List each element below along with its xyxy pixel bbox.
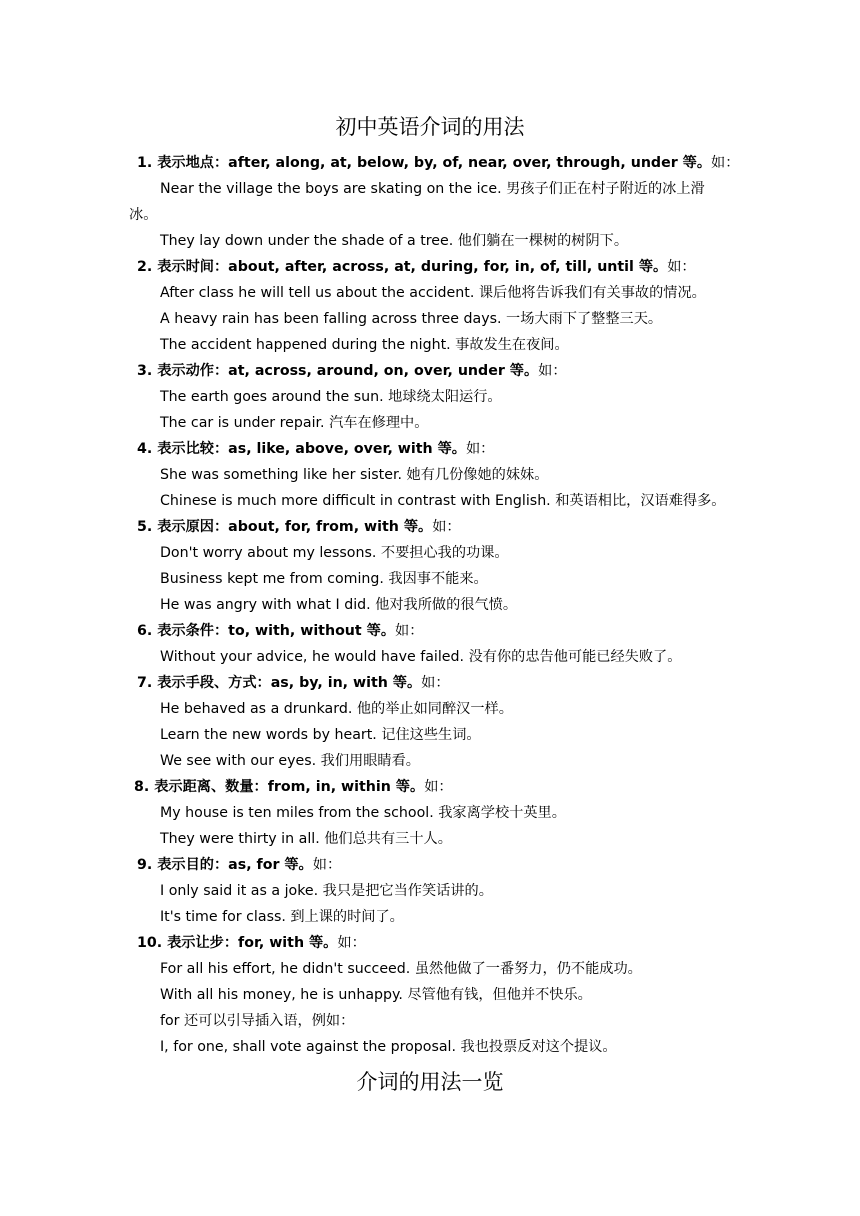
page-title: 初中英语介词的用法: [335, 115, 525, 139]
section-words: about, for, from, with 等。: [228, 519, 433, 535]
example-sentence: Without your advice, he would have failed. 没有你的忠告他可能已经失败了。: [160, 649, 682, 665]
section-label: 表示比较：: [157, 441, 229, 457]
section-heading: [137, 621, 423, 641]
section-suffix: 如：: [395, 623, 424, 639]
section-label: 表示距离、数量：: [154, 779, 268, 795]
section-number: 2.: [137, 259, 153, 275]
section-words: from, in, within 等。: [267, 779, 425, 795]
section-heading: [137, 933, 366, 953]
example-sentence: Business kept me from coming. 我因事不能来。: [160, 571, 488, 587]
section-label: 表示手段、方式：: [157, 675, 271, 691]
example-sentence: With all his money, he is unhappy. 尽管他有钱，但他并不快乐。: [160, 987, 592, 1003]
example-sentence: Learn the new words by heart. 记住这些生词。: [160, 727, 481, 743]
section-suffix: 如：: [711, 155, 740, 171]
example-sentence: He was angry with what I did. 他对我所做的很气愤。: [160, 597, 518, 613]
section-number: 10.: [137, 935, 163, 951]
section-words: as, for 等。: [228, 857, 313, 873]
example-sentence: Chinese is much more difficult in contrast with English. 和英语相比，汉语难得多。: [160, 493, 726, 509]
section-words: about, after, across, at, during, for, in, of, till, until 等。: [228, 259, 668, 275]
section-number: 5.: [137, 519, 153, 535]
section-suffix: 如：: [421, 675, 450, 691]
section-label: 表示动作：: [157, 363, 229, 379]
section-heading: [137, 361, 567, 381]
section-label: 表示原因：: [157, 519, 229, 535]
section-suffix: 如：: [538, 363, 567, 379]
section-label: 表示条件：: [157, 623, 229, 639]
example-sentence: They lay down under the shade of a tree. 他们躺在一棵树的树阴下。: [160, 233, 629, 249]
example-sentence: The accident happened during the night. 事故发生在夜间。: [160, 337, 569, 353]
section-number: 9.: [137, 857, 153, 873]
example-sentence: They were thirty in all. 他们总共有三十人。: [160, 831, 452, 847]
section-words: at, across, around, on, over, under 等。: [228, 363, 539, 379]
section-number: 1.: [137, 155, 153, 171]
example-sentence: For all his effort, he didn't succeed. 虽然他做了一番努力，仍不能成功。: [160, 961, 642, 977]
section-label: 表示时间：: [157, 259, 229, 275]
example-sentence: Don't worry about my lessons. 不要担心我的功课。: [160, 545, 509, 561]
section-heading: [137, 153, 739, 173]
section-number: 7.: [137, 675, 153, 691]
example-sentence: After class he will tell us about the accident. 课后他将告诉我们有关事故的情况。: [160, 285, 706, 301]
section-words: after, along, at, below, by, of, near, over, through, under 等。: [228, 155, 712, 171]
section-suffix: 如：: [424, 779, 453, 795]
section-heading: [137, 439, 494, 459]
section-heading: [137, 855, 341, 875]
section-heading: [134, 777, 453, 797]
section-label: 表示目的：: [157, 857, 229, 873]
example-sentence: He behaved as a drunkard. 他的举止如同醉汉一样。: [160, 701, 513, 717]
section-words: to, with, without 等。: [228, 623, 396, 639]
section-label: 表示让步：: [167, 935, 239, 951]
example-sentence: The earth goes around the sun. 地球绕太阳运行。: [160, 389, 502, 405]
section-words: for, with 等。: [238, 935, 338, 951]
example-sentence-continuation: 冰。: [129, 207, 158, 223]
section-number: 8.: [134, 779, 150, 795]
section-title: 介词的用法一览: [356, 1070, 504, 1094]
section-suffix: 如：: [312, 857, 342, 873]
section-words: as, like, above, over, with 等。: [228, 441, 466, 457]
example-sentence: I, for one, shall vote against the proposal. 我也投票反对这个提议。: [160, 1039, 617, 1055]
section-heading: [137, 673, 450, 693]
section-suffix: 如：: [337, 935, 366, 951]
note-text: for 还可以引导插入语，例如：: [160, 1013, 355, 1029]
section-words: as, by, in, with 等。: [270, 675, 422, 691]
section-number: 6.: [137, 623, 153, 639]
section-heading: [137, 517, 461, 537]
section-label: 表示地点：: [157, 155, 229, 171]
example-sentence: The car is under repair. 汽车在修理中。: [160, 415, 429, 431]
example-sentence: Near the village the boys are skating on the ice. 男孩子们正在村子附近的冰上滑: [160, 181, 705, 197]
example-sentence: She was something like her sister. 她有几份像她的妹妹。: [160, 467, 549, 483]
section-number: 3.: [137, 363, 153, 379]
section-heading: [137, 257, 696, 277]
section-suffix: 如：: [432, 519, 461, 535]
section-suffix: 如：: [465, 441, 495, 457]
example-sentence: I only said it as a joke. 我只是把它当作笑话讲的。: [160, 883, 493, 899]
example-sentence: It's time for class. 到上课的时间了。: [160, 909, 404, 925]
section-suffix: 如：: [667, 259, 696, 275]
section-number: 4.: [137, 441, 153, 457]
example-sentence: We see with our eyes. 我们用眼睛看。: [160, 753, 420, 769]
example-sentence: My house is ten miles from the school. 我家离学校十英里。: [160, 805, 566, 821]
example-sentence: A heavy rain has been falling across three days. 一场大雨下了整整三天。: [160, 311, 663, 327]
